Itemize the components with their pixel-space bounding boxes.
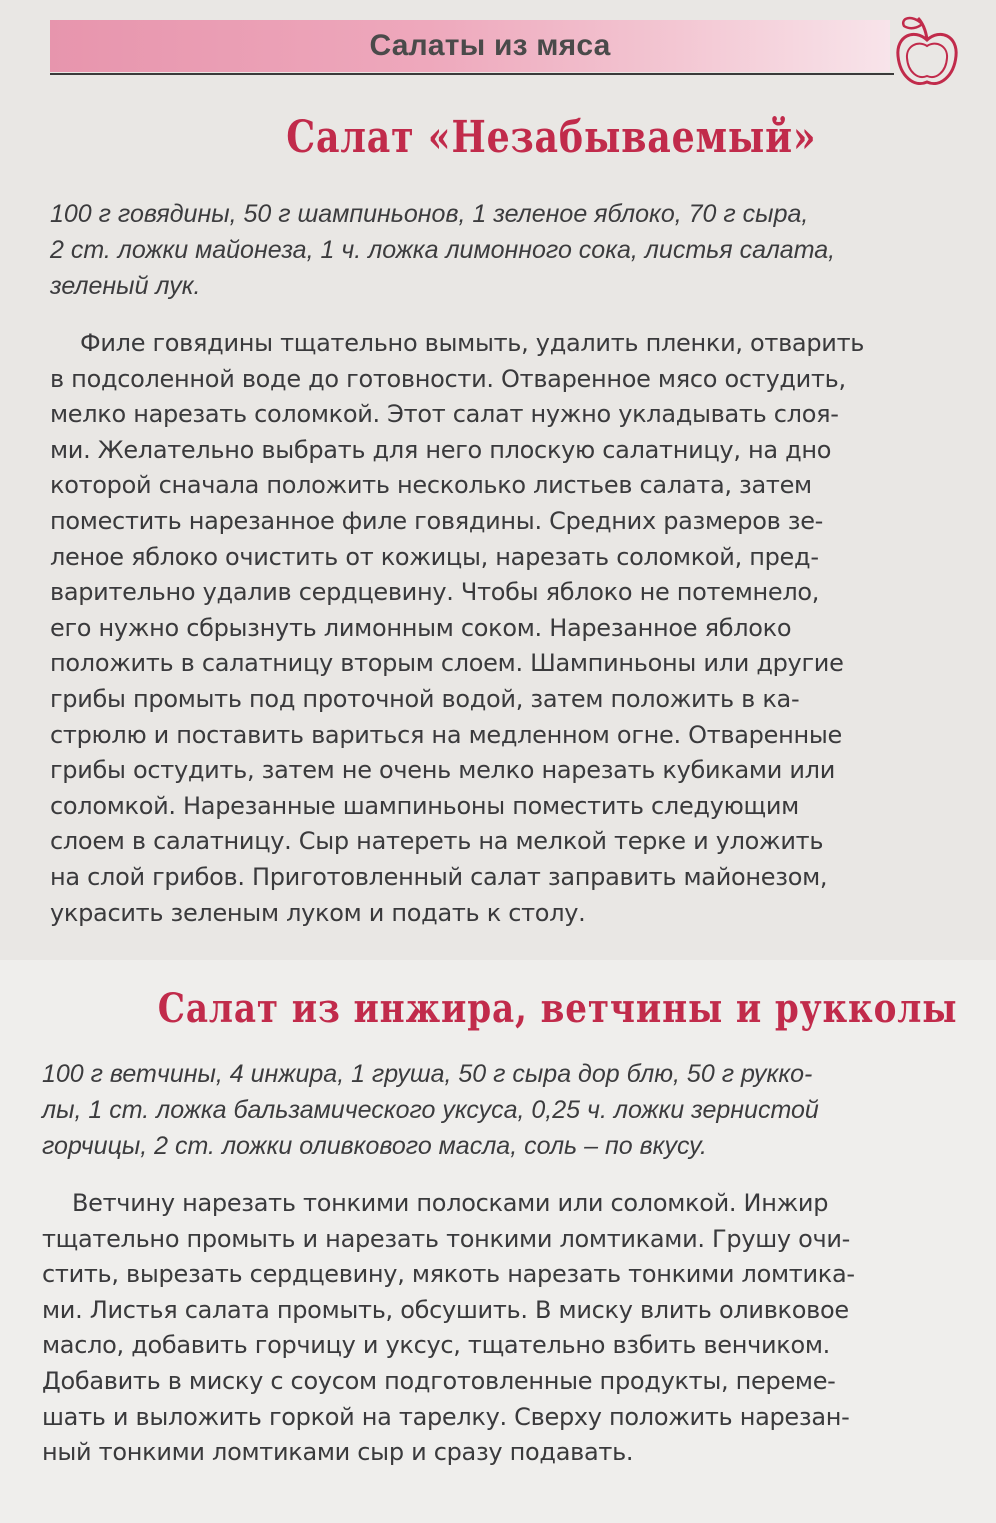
method-line: ный тонкими ломтиками сыр и сразу подавать. xyxy=(42,1438,634,1467)
method-line: Ветчину нарезать тонкими полосками или соломкой. Инжир xyxy=(72,1189,829,1217)
method-line: мелко нарезать соломкой. Этот салат нужно укладывать слоя- xyxy=(50,400,839,429)
method-line: ми. Листья салата промыть, обсушить. В миску влить оливковое xyxy=(42,1295,849,1324)
method-line: Добавить в миску с соусом подготовленные продукты, переме- xyxy=(42,1366,836,1395)
method-line: на слой грибов. Приготовленный салат заправить майонезом, xyxy=(50,862,828,891)
ingredients-line: 100 г говядины, 50 г шампиньонов, 1 зеленое яблоко, 70 г сыра, xyxy=(50,200,809,228)
method-line: стрюлю и поставить вариться на медленном огне. Отваренные xyxy=(50,720,842,749)
method-line: ми. Желательно выбрать для него плоскую салатницу, на дно xyxy=(50,435,832,464)
method-line: стить, вырезать сердцевину, мякоть нарезать тонкими ломтика- xyxy=(42,1260,855,1289)
apple-icon xyxy=(892,12,962,92)
ingredients-line: 100 г ветчины, 4 инжира, 1 груша, 50 г сыра дор блю, 50 г рукко- xyxy=(42,1060,813,1088)
method-line: леное яблоко очистить от кожицы, нарезать соломкой, пред- xyxy=(50,542,819,571)
method-line: поместить нарезанное филе говядины. Средних размеров зе- xyxy=(50,506,824,535)
method-line: тщательно промыть и нарезать тонкими ломтиками. Грушу очи- xyxy=(42,1224,851,1253)
method-line: его нужно сбрызнуть лимонным соком. Нарезанное яблоко xyxy=(50,613,792,642)
ingredients-list xyxy=(50,196,945,304)
method-line: масло, добавить горчицу и уксус, тщательно взбить венчиком. xyxy=(42,1331,830,1360)
method-text xyxy=(50,326,955,931)
ingredients-line: зеленый лук. xyxy=(50,272,201,300)
method-line: грибы промыть под проточной водой, затем положить в ка- xyxy=(50,684,800,713)
recipe-title: Салат «Незабываемый» xyxy=(286,112,817,163)
method-line: украсить зеленым луком и подать к столу. xyxy=(50,898,586,927)
section-title: Салаты из мяса xyxy=(369,29,611,62)
ingredients-line: лы, 1 ст. ложка бальзамического уксуса, 0,25 ч. ложки зернистой xyxy=(42,1096,819,1124)
method-line: положить в салатницу вторым слоем. Шампиньоны или другие xyxy=(50,649,844,678)
method-line: шать и выложить горкой на тарелку. Сверху положить нарезан- xyxy=(42,1402,850,1431)
method-line: варительно удалив сердцевину. Чтобы яблоко не потемнело, xyxy=(50,578,820,607)
ingredients-line: горчицы, 2 ст. ложки оливкового масла, соль – по вкусу. xyxy=(42,1132,707,1160)
method-line: слоем в салатницу. Сыр натереть на мелкой терке и уложить xyxy=(50,827,824,856)
ingredients-list xyxy=(42,1056,942,1164)
recipe-title: Салат из инжира, ветчины и рукколы xyxy=(157,985,958,1032)
method-line: которой сначала положить несколько листьев салата, затем xyxy=(50,471,812,500)
method-text xyxy=(42,1186,952,1471)
method-line: в подсоленной воде до готовности. Отваренное мясо остудить, xyxy=(50,364,846,393)
ingredients-line: 2 ст. ложки майонеза, 1 ч. ложка лимонного сока, листья салата, xyxy=(50,236,836,264)
method-line: грибы остудить, затем не очень мелко нарезать кубиками или xyxy=(50,756,835,785)
method-line: соломкой. Нарезанные шампиньоны поместить следующим xyxy=(50,791,799,820)
method-line: Филе говядины тщательно вымыть, удалить пленки, отварить xyxy=(80,329,865,357)
